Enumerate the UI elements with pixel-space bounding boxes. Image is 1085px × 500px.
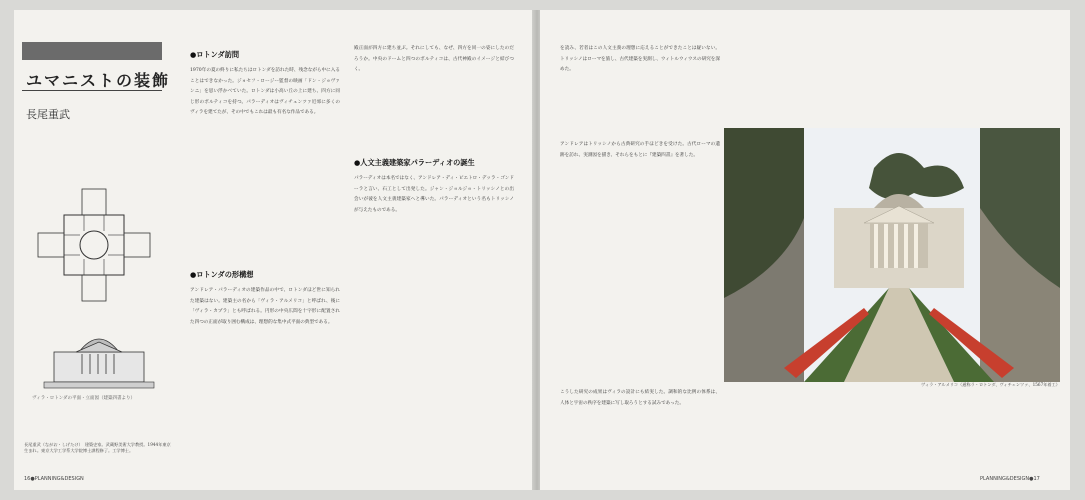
page-number-right: PLANNING&DESIGN●17 [980,476,1040,482]
title-rule [22,90,162,91]
section-heading-rotonda-visit: ●ロトンダ訪問 [190,50,240,59]
villa-rotonda-photo [724,128,1060,382]
elevation-drawing [34,322,164,392]
body-text-col3b: アンドレアはトリッシノから古典研究の手ほどきを受けた。古代ローマの遺跡を訪れ、実測図を描き、それらをもとに『建築四書』を著した。 [560,142,720,158]
body-text-col1: 1970年の夏の終りに私たちはロトンダを訪れた時、残念ながら中に入ることはできなかった。ジョセフ・ロージー監督の映画「ドン・ジョヴァンニ」を思い浮かべていた。ロトンダは小高い丘の上に建ち、四方に同じ形のポルティコを持つ。パラーディオはヴィチェンツァ近郊に多くのヴィラを建てたが、その中でもこれは最も有名な作品である。 [190,68,340,116]
floor-plan-drawing [34,185,154,305]
author-name: 長尾重武 [26,108,70,121]
body-text-col2: 殿正面が四方に建ち並ぶ。それにしても、なぜ、四方を同一の姿にしたのだろうか。中央のドームと四つのポルティコは、古代神殿のイメージと結びつく。 [354,46,514,73]
body-text-col1b: アンドレア・パラーディオの建築作品の中で、ロトンダほど世に知られた建築はない。建築主の名から「ヴィラ・アルメリコ」と呼ばれ、後に「ヴィラ・カプラ」とも呼ばれる。円形の中央広間を十字形に配置された四つの正面が取り囲む構成は、理想的な集中式平面の典型である。 [190,288,340,325]
body-text-col3: を読み、若者はこの人文主義の理想に応えることができたことは疑いない。トリッシノはローマを旅し、古代建築を実測し、ウィトルウィウスの研究を深めた。 [560,46,720,73]
right-page [540,10,1070,490]
author-biography: 長尾重武（ながお・しげたけ） 建築史家。武蔵野美術大学教授。1944年東京生まれ。東京大学工学系大学院博士課程修了。工学博士。 [24,442,171,454]
page-number-left: 16●PLANNING&DESIGN [24,476,84,482]
body-text-col2b: パラーディオは本名ではなく、アンドレア・ディ・ピエトロ・デッラ・ゴンドーラと言い、石工として出発した。ジャン・ジョルジョ・トリッシノとの出会いが彼を人文主義建築家へと導いた。パラーディオという名もトリッシノが与えたものである。 [354,176,514,213]
body-text-col4: こうした研究の成果はヴィラの設計にも結実した。調和的な比例の体系は、人体と宇宙の秩序を建築に写し取ろうとする試みであった。 [560,390,720,406]
section-heading-concept: ●ロトンダの形構想 [190,270,254,279]
title-bar [22,42,162,60]
section-heading-humanist: ●人文主義建築家パラーディオの誕生 [354,158,475,167]
left-page [14,10,534,490]
figure-caption: ヴィラ・ロトンダの平面・立面図（建築四書より） [32,396,136,401]
photo-caption: ヴィラ・アルメリコ（通称ラ・ロトンダ、ヴィチェンツァ、1567年着工） [920,382,1060,387]
article-title: ユマニストの装飾 [26,71,171,90]
